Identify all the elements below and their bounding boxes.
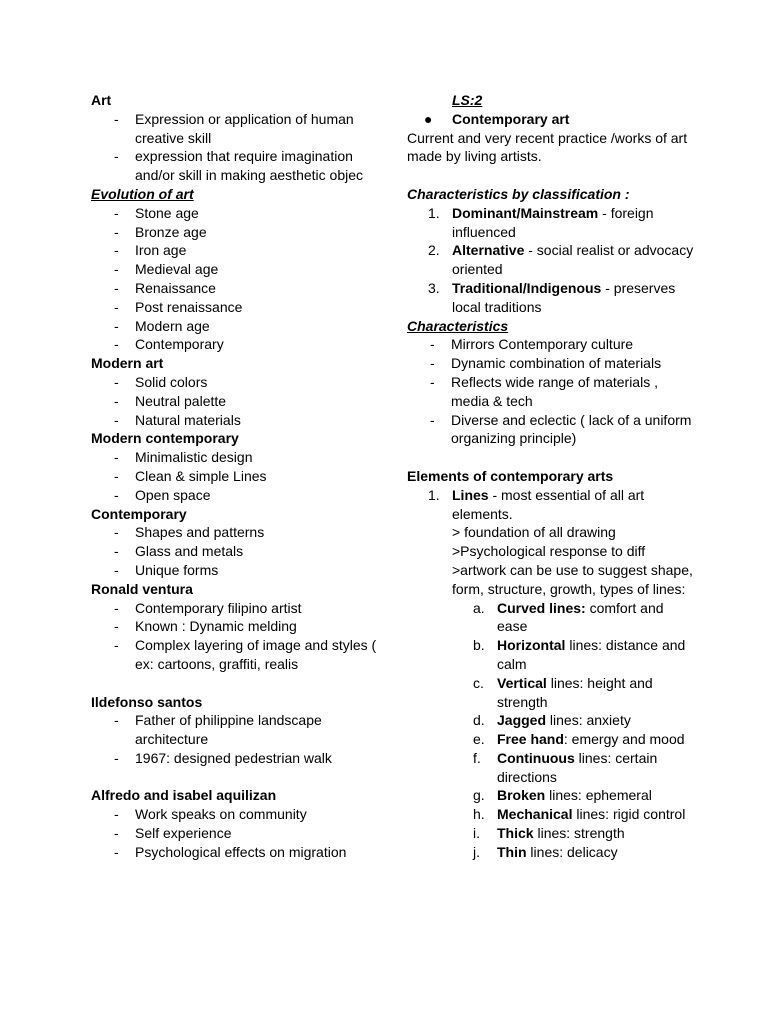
bullet-contemporary-art: [407, 110, 697, 129]
list-item: - Modern age: [91, 317, 391, 336]
list-item: c. Vertical lines: height and strength: [473, 674, 653, 710]
list-item: 3. Traditional/Indigenous - preserves local traditions: [428, 279, 676, 315]
list-item: - Work speaks on community: [91, 805, 391, 824]
list-item: - expression that require imagination and/or skill in making aesthetic objec: [91, 147, 391, 185]
list-item: - Stone age: [91, 204, 391, 223]
list-item: - Contemporary filipino artist: [91, 599, 391, 618]
list-item: f. Continuous lines: certain directions: [473, 749, 658, 785]
ildefonso-list: [91, 711, 391, 767]
list-item: - Renaissance: [91, 279, 391, 298]
ronald-list: [91, 599, 391, 674]
list-item: - Unique forms: [91, 561, 391, 580]
list-item: - Post renaissance: [91, 298, 391, 317]
contemporary-list: [91, 523, 391, 579]
list-item: - Iron age: [91, 241, 391, 260]
section-heading-aquilizan: Alfredo and isabel aquilizan: [91, 787, 277, 804]
list-item: - Solid colors: [91, 373, 391, 392]
elements-list: [407, 486, 697, 862]
list-item: - Contemporary: [91, 335, 391, 354]
section-heading-ildefonso-santos: Ildefonso santos: [91, 693, 203, 710]
section-heading-contemporary: Contemporary: [91, 505, 187, 522]
section-heading-ronald-ventura: Ronald ventura: [91, 580, 193, 597]
list-item: - Shapes and patterns: [91, 523, 391, 542]
list-item: g. Broken lines: ephemeral: [473, 787, 652, 804]
list-item: - Clean & simple Lines: [91, 467, 391, 486]
list-item: - Reflects wide range of materials , media & tech: [407, 373, 697, 411]
list-item: - Minimalistic design: [91, 448, 391, 467]
list-item: - Known : Dynamic melding: [91, 617, 391, 636]
list-item: a. Curved lines: comfort and ease: [473, 599, 664, 635]
bullet-label: Contemporary art: [452, 110, 570, 127]
list-item: - Mirrors Contemporary culture: [407, 335, 697, 354]
section-heading-classification: Characteristics by classification :: [407, 185, 630, 202]
list-item: - Bronze age: [91, 223, 391, 242]
art-list: [91, 110, 391, 185]
right-column: [407, 91, 697, 862]
list-item: - Complex layering of image and styles ( ex: cartoons, graffiti, realis: [91, 636, 391, 674]
bullet-icon: ●: [424, 110, 433, 127]
section-heading-modern-art: Modern art: [91, 355, 164, 372]
definition-text: Current and very recent practice /works of art made by living artists.: [407, 129, 688, 165]
section-heading-modern-contemporary: Modern contemporary: [91, 430, 239, 447]
note-line: > foundation of all drawing: [452, 524, 616, 541]
section-heading-elements: Elements of contemporary arts: [407, 467, 614, 484]
list-item: - Natural materials: [91, 411, 391, 430]
list-item: h. Mechanical lines: rigid control: [473, 806, 686, 823]
left-column: [91, 91, 391, 862]
list-item: j. Thin lines: delicacy: [473, 843, 618, 860]
spacer: [407, 448, 697, 467]
modern-contemporary-list: [91, 448, 391, 504]
list-item: 2. Alternative - social realist or advocacy oriented: [428, 242, 694, 278]
list-item: - Father of philippine landscape architecture: [91, 711, 391, 749]
spacer: [407, 166, 697, 185]
note-line: >artwork can be use to suggest shape, form, structure, growth, types of lines:: [452, 561, 693, 597]
list-item: - Dynamic combination of materials: [407, 354, 697, 373]
section-heading-evolution: Evolution of art: [91, 185, 194, 202]
section-heading-characteristics: Characteristics: [407, 317, 509, 334]
list-item: e. Free hand: emergy and mood: [473, 731, 685, 748]
classification-list: [407, 204, 697, 317]
spacer: [91, 768, 391, 787]
list-item: b. Horizontal lines: distance and calm: [473, 637, 686, 672]
list-item: - Expression or application of human creative skill: [91, 110, 391, 148]
line-types-list: [452, 599, 697, 862]
section-heading-art: Art: [91, 92, 112, 108]
characteristics-list: [407, 335, 697, 448]
list-item: - 1967: designed pedestrian walk: [91, 749, 391, 768]
list-item: - Open space: [91, 486, 391, 505]
list-item: 1. Dominant/Mainstream - foreign influenced: [428, 204, 654, 240]
lesson-title: LS:2: [452, 92, 483, 108]
evolution-list: [91, 204, 391, 354]
modern-art-list: [91, 373, 391, 429]
list-item: - Glass and metals: [91, 542, 391, 561]
list-item: - Diverse and eclectic ( lack of a uniform organizing principle): [407, 411, 697, 449]
list-item: d. Jagged lines: anxiety: [473, 712, 631, 729]
list-item: 1. Lines - most essential of all art elements. > foundation of all drawing >Psychological response to diff >artwork can be use to suggest shape, form, structure, growth, types of lines: a. Curved lines: comfort and ease b. Horizontal lines: distance and calm c. Vertical lines: height and strength d. Jagged lines: anxiety e. Free hand: emergy and mood f. Continuous lines: certain directions g. Broken lines: ephemeral h. Mechanical lines: rigid control i. Thick lines: strength j. Thin lines: delicacy: [407, 486, 697, 862]
note-line: >Psychological response to diff: [452, 543, 646, 560]
list-item: - Neutral palette: [91, 392, 391, 411]
list-item: - Psychological effects on migration: [91, 843, 391, 862]
list-item: i. Thick lines: strength: [473, 825, 625, 842]
list-item: - Medieval age: [91, 260, 391, 279]
list-item: - Self experience: [91, 824, 391, 843]
aquilizan-list: [91, 805, 391, 861]
spacer: [91, 674, 391, 693]
